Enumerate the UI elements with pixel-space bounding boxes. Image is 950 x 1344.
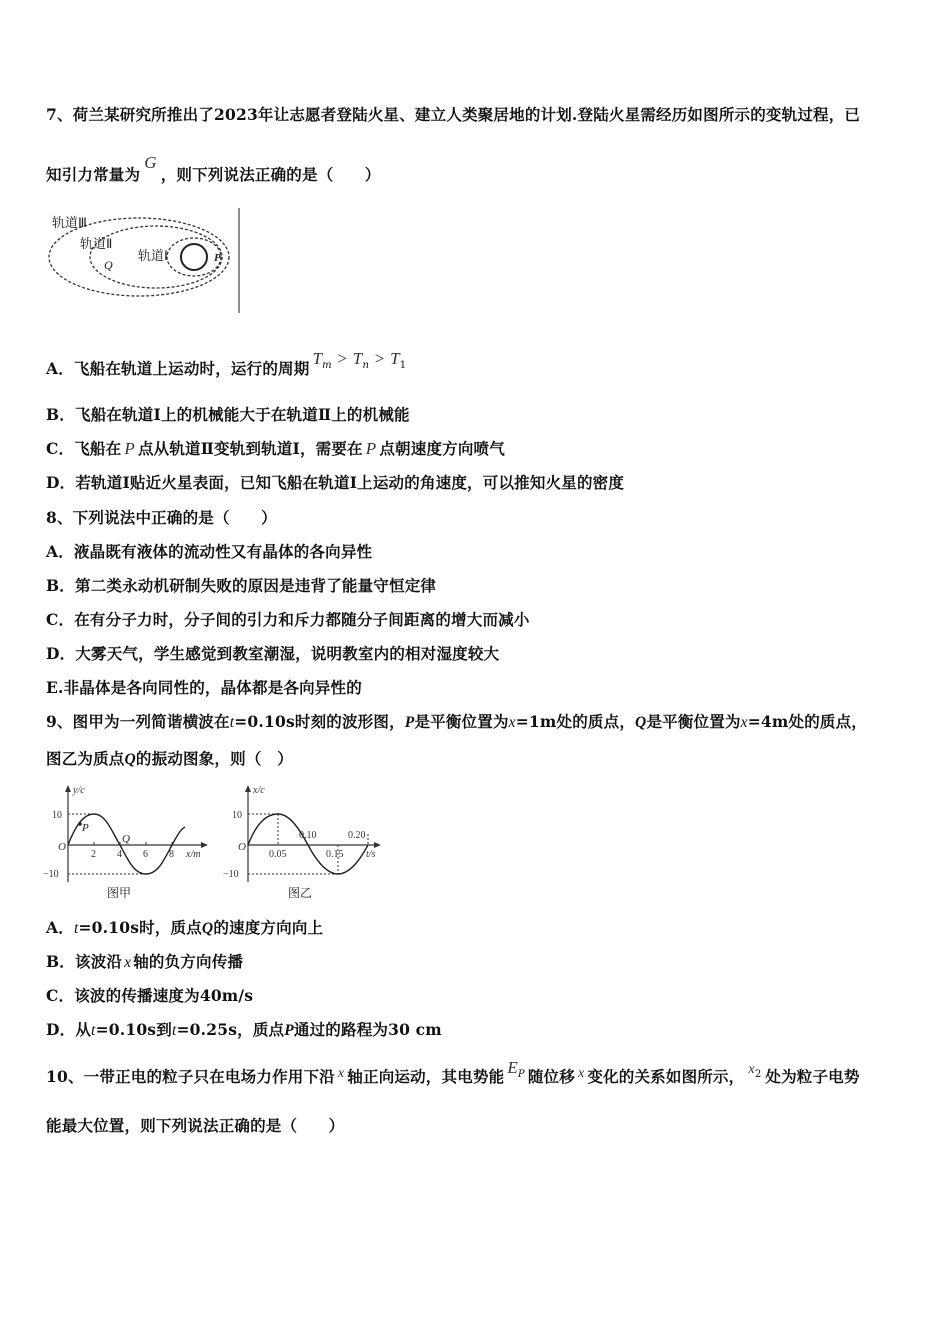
- q9-optB-a: B．该波沿: [46, 952, 123, 971]
- q9-optD-p: P: [284, 1022, 294, 1039]
- q9-l1-a: 9、图甲为一列简谐横波在: [46, 712, 230, 731]
- x2-symbol: [748, 1058, 762, 1080]
- q7-option-c-p1: P: [124, 439, 135, 458]
- q9-l1-q: Q: [635, 714, 647, 731]
- vib-caption: 图乙: [288, 886, 313, 900]
- orbit-2-label: 轨道Ⅱ: [80, 236, 113, 251]
- formula-t-m: T: [312, 349, 323, 368]
- vib-curve: [248, 814, 368, 874]
- wave-y-pos-label: 10: [52, 810, 62, 821]
- vib-y-axis-arrow: [245, 785, 251, 792]
- q9-optB-b: 轴的负方向传播: [133, 952, 244, 971]
- wave-tick-label-4: 4: [117, 849, 122, 860]
- q9-l2-b: 的振动图象，则（ ）: [135, 749, 293, 768]
- orbit-figure: [46, 205, 246, 315]
- vib-origin: O: [238, 841, 246, 853]
- q10-l1-e: 处为粒子电势: [765, 1067, 860, 1086]
- q9-l1-x1: x: [508, 714, 516, 731]
- vib-x-axis-arrow: [374, 842, 381, 848]
- q9-optD-c: =0.25s，质点: [176, 1020, 285, 1039]
- wave-x-axis-arrow: [201, 842, 208, 848]
- wave-origin: O: [58, 841, 66, 853]
- q9-l1-f: =4m处的质点，: [747, 712, 868, 731]
- q7-option-c-p2: P: [365, 439, 377, 458]
- formula-sub-m: m: [322, 360, 332, 371]
- q10-x2sub: 2: [754, 1069, 762, 1080]
- wave-y-neg-label: −10: [43, 869, 59, 880]
- q8-option-a: A．液晶既有液体的流动性又有晶体的各向异性: [46, 542, 373, 561]
- q9-optB-x: x: [124, 954, 132, 971]
- q10-stem-line1: [46, 1058, 860, 1089]
- vib-y-neg-label: −10: [223, 869, 239, 880]
- formula-gt-1: >: [337, 349, 348, 368]
- q9-optD-d: 通过的路程为30 cm: [293, 1020, 442, 1039]
- q9-l1-b: =0.10s时刻的波形图，: [234, 712, 405, 731]
- q9-l1-t: t: [229, 714, 235, 731]
- q10-ep-sub: P: [517, 1069, 525, 1080]
- q9-optD-a: D．从: [46, 1020, 92, 1039]
- q9-optD-t2: t: [171, 1022, 177, 1039]
- q9-l1-p: P: [404, 714, 415, 731]
- vib-tick-label-010: 0.10: [299, 830, 317, 841]
- vib-tick-label-015: 0.15: [326, 849, 344, 860]
- gravity-constant-symbol: G: [144, 153, 157, 172]
- wave-point-q-label: Q: [122, 833, 130, 845]
- orbit-1-label: 轨道Ⅰ: [138, 248, 168, 263]
- formula-sub-1: 1: [399, 360, 407, 371]
- q7-option-c-pre: C．飞船在: [46, 439, 122, 458]
- q9-optA-c: 的速度方向向上: [213, 918, 324, 937]
- q10-l1-b: 轴正向运动，其电势能: [347, 1067, 505, 1086]
- point-p-label: P: [214, 252, 221, 264]
- q9-l2-q: Q: [124, 751, 136, 768]
- q9-l1-d: =1m处的质点，: [515, 712, 636, 731]
- q9-optD-t1: t: [91, 1022, 96, 1039]
- q7-stem-line1: 7、荷兰某研究所推出了2023年让志愿者登陆火星、建立人类聚居地的计划.登陆火星需经历如图所示的变轨过程，已: [46, 105, 861, 124]
- q7-option-b: B．飞船在轨道Ⅰ上的机械能大于在轨道Ⅱ上的机械能: [46, 405, 410, 424]
- q8-stem: 8、下列说法中正确的是（ ）: [46, 508, 277, 527]
- wave-x-label: x/m: [186, 849, 201, 860]
- formula-sub-n: n: [362, 360, 370, 371]
- q7-option-d: D．若轨道Ⅰ贴近火星表面，已知飞船在轨道Ⅰ上运动的角速度，可以推知火星的密度: [46, 473, 625, 492]
- wave-point-p-label: P: [82, 822, 89, 834]
- q10-x1: x: [337, 1066, 345, 1081]
- q9-stem-line1: [46, 710, 867, 732]
- formula-gt-2: >: [374, 349, 385, 368]
- wave-caption: 图甲: [107, 886, 132, 900]
- vib-y-pos-label: 10: [232, 810, 242, 821]
- vib-x-label: t/s: [366, 849, 376, 860]
- q10-ep-e: E: [507, 1058, 518, 1077]
- wave-graph-figure: [40, 782, 215, 902]
- q8-option-c: C．在有分子力时，分子间的引力和斥力都随分子间距离的增大而减小: [46, 610, 530, 629]
- q7-option-c: [46, 437, 505, 459]
- potential-energy-symbol: [507, 1058, 525, 1080]
- q10-l1-c: 随位移: [527, 1067, 575, 1086]
- q9-stem-line2: [46, 747, 293, 769]
- wave-tick-label-8: 8: [169, 849, 174, 860]
- q7-option-c-mid: 点从轨道Ⅱ变轨到轨道Ⅰ，需要在: [137, 439, 363, 458]
- q7-option-c-post: 点朝速度方向喷气: [379, 439, 505, 458]
- vib-tick-label-020: 0.20: [348, 830, 366, 841]
- q7-stem-line2-pre: 知引力常量为: [46, 165, 141, 184]
- q10-stem-line2: 能最大位置，则下列说法正确的是（ ）: [46, 1116, 345, 1135]
- q9-l1-x2: x: [740, 714, 748, 731]
- q9-optD-b: =0.10s到: [95, 1020, 172, 1039]
- q7-stem-line2: [46, 153, 381, 185]
- wave-tick-label-2: 2: [91, 849, 96, 860]
- q7-option-a-text: A．飞船在轨道上运动时，运行的周期: [46, 359, 310, 378]
- q9-l2-a: 图乙为质点: [46, 749, 125, 768]
- q9-option-a: [46, 916, 323, 938]
- q8-option-b: B．第二类永动机研制失败的原因是违背了能量守恒定律: [46, 576, 437, 595]
- q10-x2: x: [577, 1066, 585, 1081]
- q9-option-d: [46, 1018, 442, 1040]
- q10-l1-d: 变化的关系如图所示，: [587, 1067, 745, 1086]
- q9-l1-c: 是平衡位置为: [414, 712, 509, 731]
- vibration-graph-figure: [220, 782, 390, 902]
- q8-option-e: E.非晶体是各向同性的，晶体都是各向异性的: [46, 678, 362, 697]
- q9-option-c: C．该波的传播速度为40m/s: [46, 986, 254, 1005]
- q9-optA-b: =0.10s时，质点: [78, 918, 202, 937]
- q9-optA-t: t: [73, 920, 79, 937]
- q7-option-a: [46, 349, 407, 381]
- wave-y-axis-arrow: [65, 785, 71, 792]
- vib-y-label: x/c: [253, 785, 265, 796]
- q9-optA-a: A．: [46, 918, 74, 937]
- q10-l1-a: 10、一带正电的粒子只在电场力作用下沿: [46, 1067, 335, 1086]
- wave-y-label: y/c: [73, 785, 85, 796]
- q8-option-d: D．大雾天气，学生感觉到教室潮湿，说明教室内的相对湿度较大: [46, 644, 500, 663]
- orbit-3-label: 轨道Ⅲ: [52, 215, 87, 230]
- wave-tick-label-6: 6: [143, 849, 148, 860]
- q7-stem-line2-post: ，则下列说法正确的是（ ）: [160, 165, 381, 184]
- q10-x2sym: x: [748, 1062, 755, 1077]
- point-q-label: Q: [104, 258, 113, 272]
- q9-optA-q: Q: [201, 920, 214, 937]
- q9-option-b: [46, 950, 243, 972]
- formula-t-1: T: [390, 349, 400, 368]
- q9-l1-e: 是平衡位置为: [646, 712, 741, 731]
- vib-tick-label-005: 0.05: [269, 849, 287, 860]
- mars-planet: [181, 244, 207, 270]
- period-formula: [312, 349, 407, 371]
- formula-t-n: T: [352, 349, 363, 368]
